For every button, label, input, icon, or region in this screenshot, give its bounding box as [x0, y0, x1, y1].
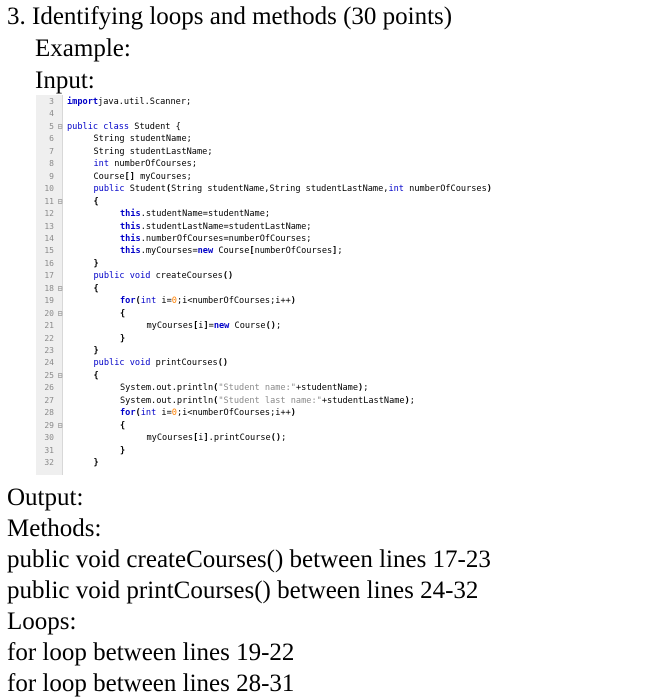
code-text	[120, 295, 296, 307]
code-line	[36, 457, 611, 469]
code-text	[94, 370, 99, 382]
code-token: {	[120, 420, 126, 431]
code-token: {	[120, 308, 126, 319]
code-line	[36, 333, 611, 345]
code-token: +studentName	[295, 383, 359, 394]
code-line	[36, 295, 611, 307]
code-line	[36, 146, 611, 158]
code-line	[36, 171, 611, 183]
code-text	[67, 96, 191, 108]
code-token: ()	[222, 271, 234, 282]
code-token: Course	[93, 171, 125, 182]
code-token: []	[124, 171, 135, 182]
code-line	[36, 108, 611, 120]
code-token: public class	[67, 121, 130, 132]
code-token: public void	[93, 271, 151, 282]
code-token: myCourses	[146, 433, 194, 444]
code-token: numberOfCourses;	[109, 159, 197, 170]
code-line	[36, 370, 611, 382]
code-token: i	[198, 433, 204, 444]
fold-marker-icon: ⊟	[57, 196, 63, 206]
line-number: 25	[44, 370, 54, 380]
code-token: ;i<numberOfCourses;i++	[176, 408, 291, 419]
code-token: +studentLastName	[321, 395, 405, 406]
code-line	[36, 258, 611, 270]
code-line	[36, 445, 611, 457]
code-line	[36, 158, 611, 170]
methods-label: Methods:	[7, 515, 102, 542]
code-token: .numberOfCourses=numberOfCourses;	[140, 233, 312, 244]
line-number: 12	[44, 209, 54, 219]
code-text	[94, 158, 198, 170]
code-line	[36, 308, 611, 320]
code-text	[94, 345, 99, 357]
code-token: (	[135, 296, 141, 307]
code-token: ()	[217, 358, 229, 369]
code-token: [	[193, 433, 199, 444]
code-token: ]	[203, 321, 209, 332]
code-token: (	[165, 184, 172, 195]
line-number: 11	[44, 196, 54, 206]
code-token: Course	[229, 321, 266, 332]
line-number: 5	[49, 121, 54, 131]
code-token: ;	[409, 395, 415, 406]
code-text	[120, 308, 125, 320]
loop-answer-1: for loop between lines 19-22	[7, 639, 295, 666]
code-text	[94, 457, 99, 469]
code-line	[36, 221, 611, 233]
method-answer-1: public void createCourses() between lines 17-23	[7, 546, 491, 573]
loop-answer-2: for loop between lines 28-31	[7, 670, 295, 697]
code-token: i	[198, 321, 204, 332]
line-number: 9	[49, 171, 54, 181]
code-token: )	[290, 296, 296, 307]
code-token: )	[486, 184, 492, 195]
code-text	[94, 283, 99, 295]
code-token: int	[93, 159, 110, 170]
code-text	[94, 270, 234, 282]
code-token: }	[93, 346, 99, 356]
code-token: this	[120, 233, 141, 244]
line-number: 21	[44, 321, 54, 331]
code-token: Course	[213, 246, 250, 257]
line-number: 28	[44, 408, 54, 418]
line-number: 20	[44, 308, 54, 318]
code-token: java.util.Scanner;	[98, 97, 192, 107]
code-token: }	[93, 458, 99, 469]
fold-marker-icon: ⊟	[57, 420, 63, 430]
line-number: 29	[44, 420, 54, 430]
line-number: 8	[49, 159, 54, 169]
line-number: 24	[44, 358, 54, 368]
code-token: }	[93, 258, 99, 269]
line-number: 32	[44, 458, 54, 468]
code-token: ;i<numberOfCourses;i++	[176, 296, 291, 307]
loops-label: Loops:	[7, 608, 77, 635]
code-token: new	[213, 321, 230, 332]
fold-marker-icon: ⊟	[57, 308, 63, 318]
code-line	[36, 320, 611, 332]
code-text	[120, 407, 296, 419]
code-token: ;	[363, 383, 369, 394]
line-number: 18	[44, 283, 54, 293]
code-line	[36, 407, 611, 419]
input-label: Input:	[35, 67, 95, 94]
line-number: 15	[44, 246, 54, 256]
line-number: 16	[44, 258, 54, 268]
question-heading: 3. Identifying loops and methods (30 points)	[7, 3, 453, 30]
code-token: .printCourse	[208, 433, 271, 444]
line-number: 27	[44, 395, 54, 405]
code-line	[36, 133, 611, 145]
output-section	[7, 482, 491, 699]
output-label: Output:	[7, 484, 84, 511]
code-text	[94, 171, 192, 183]
method-answer-2: public void printCourses() between lines 24-32	[7, 577, 479, 604]
code-text	[94, 357, 229, 369]
code-token: ]	[203, 433, 209, 444]
code-line	[36, 245, 611, 257]
code-token: 0	[171, 408, 177, 419]
code-line	[36, 395, 611, 407]
code-token: 0	[171, 296, 177, 307]
line-number: 30	[44, 433, 54, 443]
line-number: 10	[44, 184, 54, 194]
code-token: ()	[270, 433, 282, 444]
code-token: numberOfCourses	[403, 184, 487, 195]
line-number: 23	[44, 346, 54, 355]
code-token: "Student last name:"	[218, 395, 322, 406]
code-token: numberOfCourses	[254, 246, 333, 257]
code-token: int	[388, 184, 404, 195]
code-text	[120, 245, 343, 257]
code-token: {	[93, 370, 99, 381]
code-token: ]	[332, 246, 338, 257]
code-line	[36, 420, 611, 432]
code-text	[120, 333, 125, 345]
line-number: 6	[49, 134, 54, 144]
code-token: myCourses;	[134, 171, 192, 182]
code-token: .myCourses=	[140, 246, 198, 257]
code-line	[36, 183, 611, 195]
code-token: int	[140, 296, 157, 307]
code-token: printCourses	[150, 358, 218, 369]
code-token: )	[404, 395, 410, 406]
line-number: 4	[49, 109, 54, 119]
line-number: 26	[44, 383, 54, 393]
code-text	[120, 420, 125, 432]
code-token: {	[93, 196, 99, 207]
code-line	[36, 345, 611, 357]
code-line	[36, 283, 611, 295]
example-label: Example:	[35, 35, 131, 62]
code-text	[94, 146, 213, 158]
code-token: ;	[281, 433, 287, 444]
code-token: =	[208, 321, 214, 332]
code-token: i=	[156, 408, 172, 419]
code-line	[36, 233, 611, 245]
code-line	[36, 208, 611, 220]
code-token: i=	[156, 296, 172, 307]
code-text	[94, 258, 99, 270]
code-token: [	[193, 321, 199, 332]
code-token: {	[93, 283, 99, 294]
code-line	[36, 357, 611, 369]
code-text	[120, 445, 125, 457]
line-number: 3	[49, 97, 54, 106]
code-text	[94, 183, 492, 195]
code-token: new	[197, 246, 214, 257]
code-token: System.out.println	[120, 383, 214, 394]
code-line	[36, 196, 611, 208]
code-text	[120, 221, 311, 233]
code-token: }	[120, 333, 126, 344]
code-token: myCourses	[146, 321, 194, 332]
code-token: import	[67, 97, 99, 107]
line-number: 31	[44, 445, 54, 455]
code-token: )	[358, 383, 364, 394]
code-token: (	[213, 395, 219, 406]
code-token: System.out.println	[120, 395, 214, 406]
fold-marker-icon: ⊟	[57, 283, 63, 293]
code-token: .studentLastName=studentLastName;	[140, 221, 312, 232]
code-text	[120, 395, 415, 407]
code-token: ()	[265, 321, 276, 332]
code-text	[120, 382, 368, 394]
code-token: Student	[124, 184, 166, 195]
code-token: String studentName,String studentLastName,	[171, 184, 389, 195]
code-token: String studentName;	[93, 134, 192, 145]
code-text	[147, 320, 282, 332]
line-number: 19	[44, 296, 54, 306]
code-text	[147, 432, 287, 444]
code-token: ;	[337, 246, 343, 257]
code-line	[36, 382, 611, 394]
code-screenshot	[36, 95, 611, 475]
code-text	[94, 133, 192, 145]
code-token: for	[120, 408, 136, 419]
code-token: public void	[93, 358, 151, 369]
code-token: this	[120, 209, 141, 220]
code-token: for	[120, 296, 136, 307]
code-token: (	[213, 383, 219, 394]
code-text	[67, 121, 181, 133]
code-text	[94, 196, 99, 208]
code-token: public	[93, 184, 125, 195]
line-number: 14	[44, 233, 54, 243]
code-token: "Student name:"	[218, 383, 296, 394]
code-line	[36, 432, 611, 444]
code-text	[120, 233, 311, 245]
code-token: String studentLastName;	[93, 146, 213, 157]
code-token: .studentName=studentName;	[140, 209, 271, 220]
line-number: 13	[44, 221, 54, 231]
code-text	[120, 208, 270, 220]
fold-marker-icon: ⊟	[57, 121, 63, 131]
line-number: 7	[49, 146, 54, 156]
code-line	[36, 121, 611, 133]
code-token: [	[249, 246, 255, 257]
code-token: ;	[275, 321, 282, 332]
code-token: int	[140, 408, 157, 419]
code-line	[36, 96, 611, 108]
code-token: (	[135, 408, 141, 419]
line-number: 22	[44, 333, 54, 343]
code-token: }	[120, 445, 126, 456]
code-token: Student {	[129, 121, 181, 132]
code-token: this	[120, 246, 141, 257]
code-token: createCourses	[150, 271, 223, 282]
code-line	[36, 270, 611, 282]
line-number: 17	[44, 271, 54, 281]
code-token: )	[290, 408, 296, 419]
code-token: this	[120, 221, 141, 232]
fold-marker-icon: ⊟	[57, 370, 63, 380]
